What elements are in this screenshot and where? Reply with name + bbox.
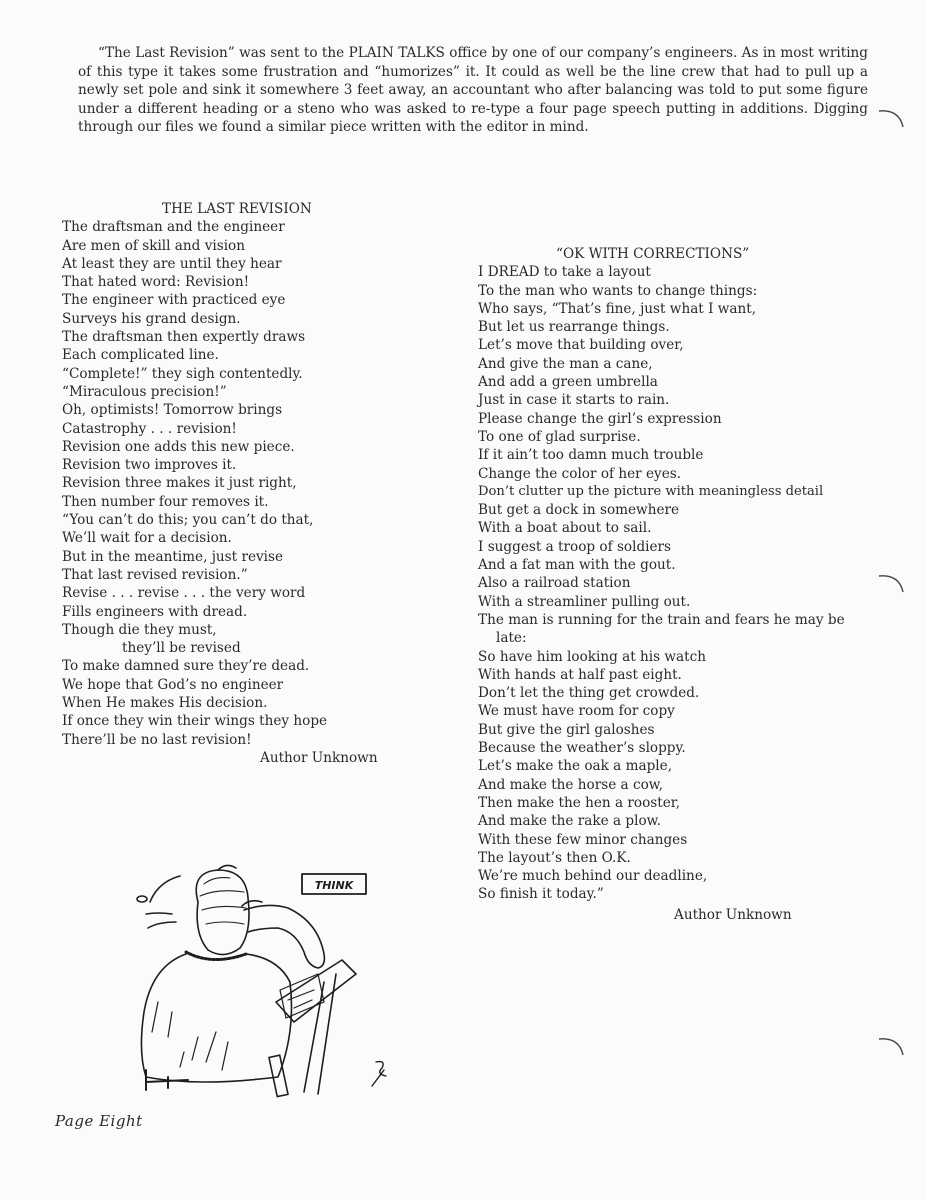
- poem-last-revision: [62, 200, 402, 767]
- chair: [146, 1070, 188, 1090]
- poem-line: We hope that God’s no engineer: [62, 676, 284, 693]
- poem-line: Catastrophy . . . revision!: [62, 420, 237, 437]
- poem-line: The man is running for the train and fears he may be late:: [478, 611, 845, 647]
- poem-line: Revision three makes it just right,: [62, 475, 297, 492]
- poem-line: Each complicated line.: [62, 347, 219, 364]
- poem-line: Let’s move that building over,: [478, 337, 684, 354]
- poem-line: When He makes His decision.: [62, 695, 268, 712]
- poem-line: And add a green umbrella: [478, 374, 658, 391]
- poem-line: Please change the girl’s expression: [478, 410, 722, 427]
- poem-line: If once they win their wings they hope: [62, 713, 328, 730]
- poem-line: Also a railroad station: [478, 575, 631, 592]
- intro-paragraph: “The Last Revision” was sent to the PLAIN TALKS office by one of our company’s engineers. As in most writing of this type it takes some frustration and “humorizes” it. It could as well be the line crew that had to pull up a newly set pole and sink it somewhere 3 feet away, an accountant who after balancing was told to put some figure under a different heading or a steno who was asked to re-type a four page speech putting in additions. Digging through our files we found a similar piece written with the editor in mind.: [78, 45, 868, 136]
- poem-line: And make the horse a cow,: [478, 776, 664, 793]
- poem-line: Though die they must,: [62, 621, 217, 638]
- poem-line: At least they are until they hear: [62, 255, 282, 272]
- poem-line: And a fat man with the gout.: [478, 557, 676, 574]
- poem-line: There’ll be no last revision!: [62, 731, 252, 748]
- poem-lines: [478, 263, 863, 903]
- poem-author: Author Unknown: [674, 906, 792, 923]
- poem-line: Then make the hen a rooster,: [478, 794, 681, 811]
- punch-hole-mark: [875, 570, 915, 610]
- poem-line: Revision one adds this new piece.: [62, 438, 295, 455]
- thought-mark: [148, 922, 176, 928]
- poem-line: With a streamliner pulling out.: [478, 593, 691, 610]
- poem-line: Change the color of her eyes.: [478, 465, 682, 482]
- page-number: Page Eight: [55, 1112, 143, 1130]
- poem-line: Don’t clutter up the picture with meaningless detail: [478, 483, 824, 499]
- poem-line: The engineer with practiced eye: [62, 292, 286, 309]
- poem-line: “Miraculous precision!”: [62, 383, 227, 400]
- think-sign-text: THINK: [314, 879, 354, 892]
- poem-title: THE LAST REVISION: [162, 201, 312, 217]
- poem-line: I suggest a troop of soldiers: [478, 538, 672, 555]
- poem-line: We’ll wait for a decision.: [62, 530, 232, 547]
- poem-author: Author Unknown: [260, 749, 378, 766]
- artist-signature: [372, 1062, 386, 1086]
- poem-line: But get a dock in somewhere: [478, 502, 680, 519]
- arm: [244, 905, 324, 968]
- hand: [242, 901, 262, 906]
- poem-line: Just in case it starts to rain.: [478, 392, 670, 409]
- poem-line: Revise . . . revise . . . the very word: [62, 585, 306, 602]
- poem-line: To the man who wants to change things:: [478, 282, 758, 299]
- thought-mark: [146, 913, 172, 914]
- poem-ok-with-corrections: [478, 245, 863, 924]
- poem-line: Because the weather’s sloppy.: [478, 740, 686, 757]
- thought-mark: [150, 876, 180, 902]
- poem-line: So have him looking at his watch: [478, 648, 706, 665]
- head: [196, 870, 249, 955]
- poem-line: The draftsman and the engineer: [62, 219, 285, 236]
- poem-line: “Complete!” they sigh contentedly.: [62, 365, 303, 382]
- intro-block: [78, 44, 868, 137]
- poem-line: “You can’t do this; you can’t do that,: [62, 512, 314, 529]
- drafting-board: [276, 960, 356, 1022]
- poem-line: But in the meantime, just revise: [62, 548, 284, 565]
- poem-line: We’re much behind our deadline,: [478, 868, 708, 885]
- body: [141, 954, 291, 1082]
- punch-hole-mark: [875, 105, 915, 145]
- poem-line: With a boat about to sail.: [478, 520, 652, 537]
- poem-line: I DREAD to take a layout: [478, 264, 651, 281]
- poem-line: And give the man a cane,: [478, 355, 653, 372]
- poem-line: So finish it today.”: [478, 886, 604, 903]
- poem-title: “OK WITH CORRECTIONS”: [556, 246, 750, 262]
- poem-line: Surveys his grand design.: [62, 310, 241, 327]
- poem-line: The draftsman then expertly draws: [62, 329, 306, 346]
- poem-line: Don’t let the thing get crowded.: [478, 685, 700, 702]
- poem-line: That last revised revision.”: [62, 566, 248, 583]
- sweater-lines: [152, 1002, 228, 1070]
- poem-line: To one of glad surprise.: [478, 428, 641, 445]
- cartoon-illustration: [128, 862, 398, 1117]
- poem-line: Fills engineers with dread.: [62, 603, 248, 620]
- punch-hole-mark: [875, 1033, 915, 1073]
- poem-line: Are men of skill and vision: [62, 237, 245, 254]
- hair: [200, 878, 246, 924]
- poem-line: We must have room for copy: [478, 703, 675, 720]
- poem-line: To make damned sure they’re dead.: [62, 658, 310, 675]
- poem-line: Let’s make the oak a maple,: [478, 758, 673, 775]
- poem-line: The layout’s then O.K.: [478, 849, 631, 866]
- poem-line: And make the rake a plow.: [478, 813, 661, 830]
- poem-lines: [62, 218, 402, 749]
- poem-line: Revision two improves it.: [62, 457, 237, 474]
- poem-line: Who says, “That’s fine, just what I want,: [478, 300, 757, 317]
- poem-line: With these few minor changes: [478, 831, 688, 848]
- poem-line: That hated word: Revision!: [62, 274, 250, 291]
- poem-line: But give the girl galoshes: [478, 721, 655, 738]
- poem-line: Then number four removes it.: [62, 493, 269, 510]
- poem-line: If it ain’t too damn much trouble: [478, 447, 704, 464]
- poem-line: they’ll be revised: [122, 640, 241, 657]
- poem-line: But let us rearrange things.: [478, 319, 670, 336]
- poem-line: Oh, optimists! Tomorrow brings: [62, 402, 283, 419]
- poem-line: With hands at half past eight.: [478, 666, 682, 683]
- thought-mark: [137, 896, 147, 902]
